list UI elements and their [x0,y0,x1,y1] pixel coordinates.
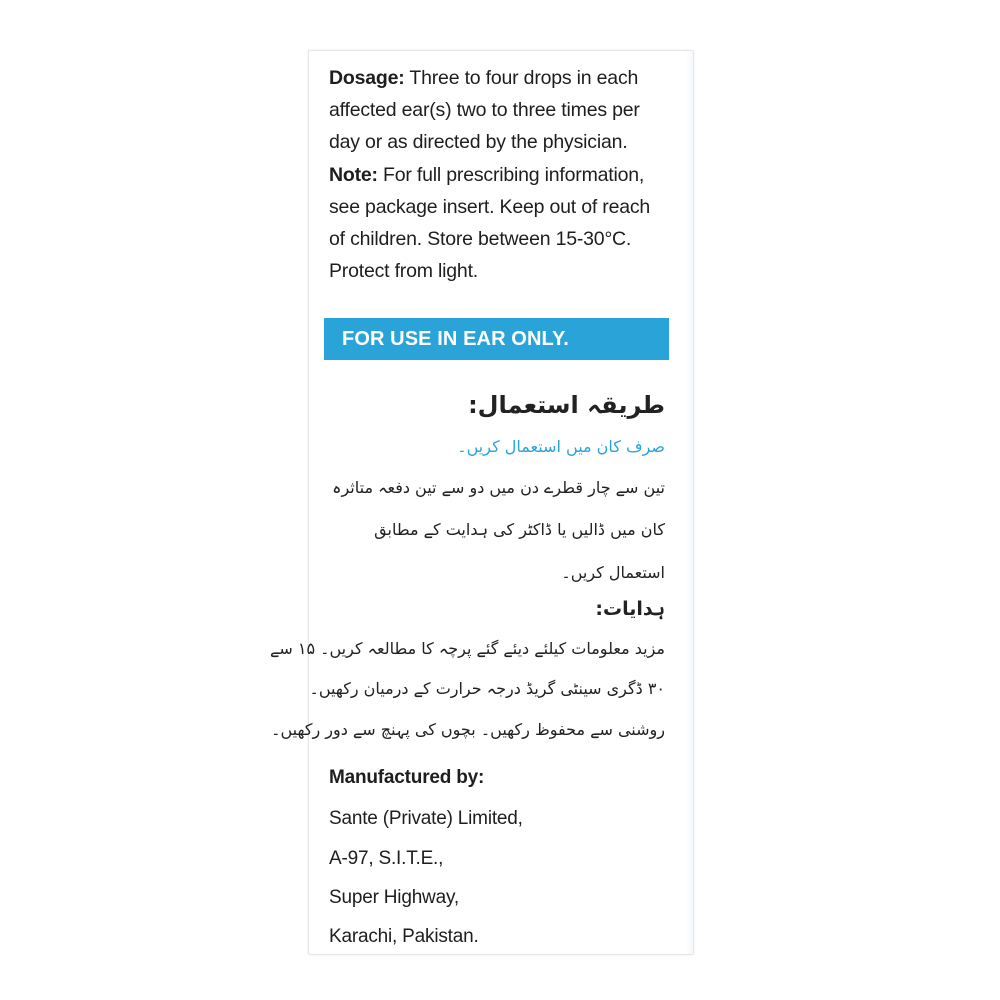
manufacturer-line-3: Super Highway, [329,887,459,908]
note-text-1: For full prescribing information, [377,164,645,186]
dosage-line-1 [329,67,638,89]
dosage-line-2: affected ear(s) two to three times per [329,99,640,121]
package-panel [269,50,694,955]
urdu-usage-heading: طریقہ استعمال: [468,391,665,419]
manufacturer-line-1: Sante (Private) Limited, [329,808,523,829]
manufacturer-line-4: Karachi, Pakistan. [329,926,479,947]
note-line-1 [329,164,644,186]
dosage-line-3: day or as directed by the physician. [329,131,628,153]
urdu-instruction-line-3: روشنی سے محفوظ رکھیں۔ بچوں کی پہنچ سے دور رکھیں۔ [271,720,665,739]
ear-only-banner [324,318,669,360]
urdu-instructions-heading: ہدایات: [595,598,665,620]
note-line-3: of children. Store between 15-30°C. [329,228,632,250]
urdu-dosage-line-1: تین سے چار قطرے دن میں دو سے تین دفعہ متاثرہ [332,478,665,497]
dosage-label: Dosage: [329,67,405,89]
urdu-dosage-line-2: کان میں ڈالیں یا ڈاکٹر کی ہدایت کے مطابق [374,520,665,539]
manufacturer-label: Manufactured by: [329,767,485,788]
manufacturer-line-2: A-97, S.I.T.E., [329,848,444,869]
urdu-instruction-line-1: مزید معلومات کیلئے دیئے گئے پرچہ کا مطالعہ کریں۔ ۱۵ سے [269,639,665,658]
note-line-2: see package insert. Keep out of reach [329,196,651,218]
urdu-ear-only: صرف کان میں استعمال کریں۔ [457,437,665,456]
note-line-4: Protect from light. [329,260,479,282]
dosage-text-1: Three to four drops in each [404,67,639,89]
note-label: Note: [329,164,378,186]
ear-only-banner-text: FOR USE IN EAR ONLY. [342,328,569,350]
panel-edge-shading [685,51,693,954]
urdu-dosage-line-3: استعمال کریں۔ [561,563,665,582]
urdu-instruction-line-2: ۳۰ ڈگری سینٹی گریڈ درجہ حرارت کے درمیان رکھیں۔ [309,679,665,698]
